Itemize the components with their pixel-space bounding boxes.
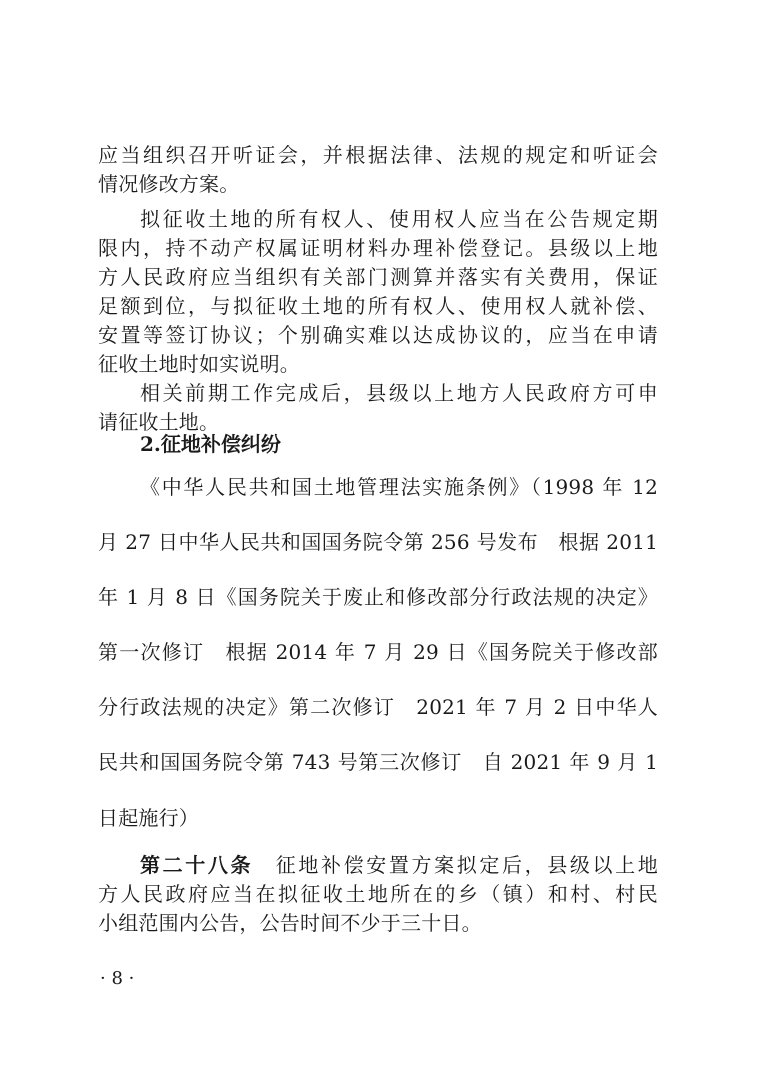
source-line: 第一次修订 根据 2014 年 7 月 29 日《国务院关于修改部 bbox=[98, 640, 658, 664]
paragraph-line: 拟征收土地的所有权人、使用权人应当在公告规定期 bbox=[140, 207, 658, 231]
paragraph-line: 限内，持不动产权属证明材料办理补偿登记。县级以上地 bbox=[98, 236, 658, 260]
paragraph-line: 安置等签订协议；个别确实难以达成协议的，应当在申请 bbox=[98, 323, 658, 347]
source-line: 分行政法规的决定》第二次修订 2021 年 7 月 2 日中华人 bbox=[98, 695, 658, 719]
article-line: 方人民政府应当在拟征收土地所在的乡（镇）和村、村民 bbox=[98, 882, 658, 906]
paragraph-line: 情况修改方案。 bbox=[98, 172, 240, 196]
source-line: 日起施行） bbox=[98, 806, 199, 830]
paragraph-line: 应当组织召开听证会，并根据法律、法规的规定和听证会 bbox=[98, 143, 658, 167]
paragraph-line: 方人民政府应当组织有关部门测算并落实有关费用，保证 bbox=[98, 265, 658, 289]
source-line: 年 1 月 8 日《国务院关于废止和修改部分行政法规的决定》 bbox=[98, 585, 658, 609]
article-label: 第二十八条 bbox=[140, 853, 254, 877]
page-number: · 8 · bbox=[100, 968, 135, 989]
source-line: 民共和国国务院令第 743 号第三次修订 自 2021 年 9 月 1 bbox=[98, 750, 658, 774]
paragraph-line: 足额到位，与拟征收土地的所有权人、使用权人就补偿、 bbox=[98, 294, 658, 318]
article-line bbox=[140, 853, 658, 877]
source-line: 月 27 日中华人民共和国国务院令第 256 号发布 根据 2011 bbox=[98, 530, 658, 554]
paragraph-line: 相关前期工作完成后，县级以上地方人民政府方可申 bbox=[140, 381, 658, 405]
paragraph-line: 征收土地时如实说明。 bbox=[98, 352, 300, 376]
section-heading: 2.征地补偿纠纷 bbox=[140, 432, 281, 456]
paragraph-line: 请征收土地。 bbox=[98, 410, 220, 434]
source-line: 《中华人民共和国土地管理法实施条例》（1998 年 12 bbox=[140, 475, 658, 499]
article-text: 征地补偿安置方案拟定后，县级以上地 bbox=[275, 853, 659, 877]
article-line: 小组范围内公告，公告时间不少于三十日。 bbox=[98, 911, 482, 935]
